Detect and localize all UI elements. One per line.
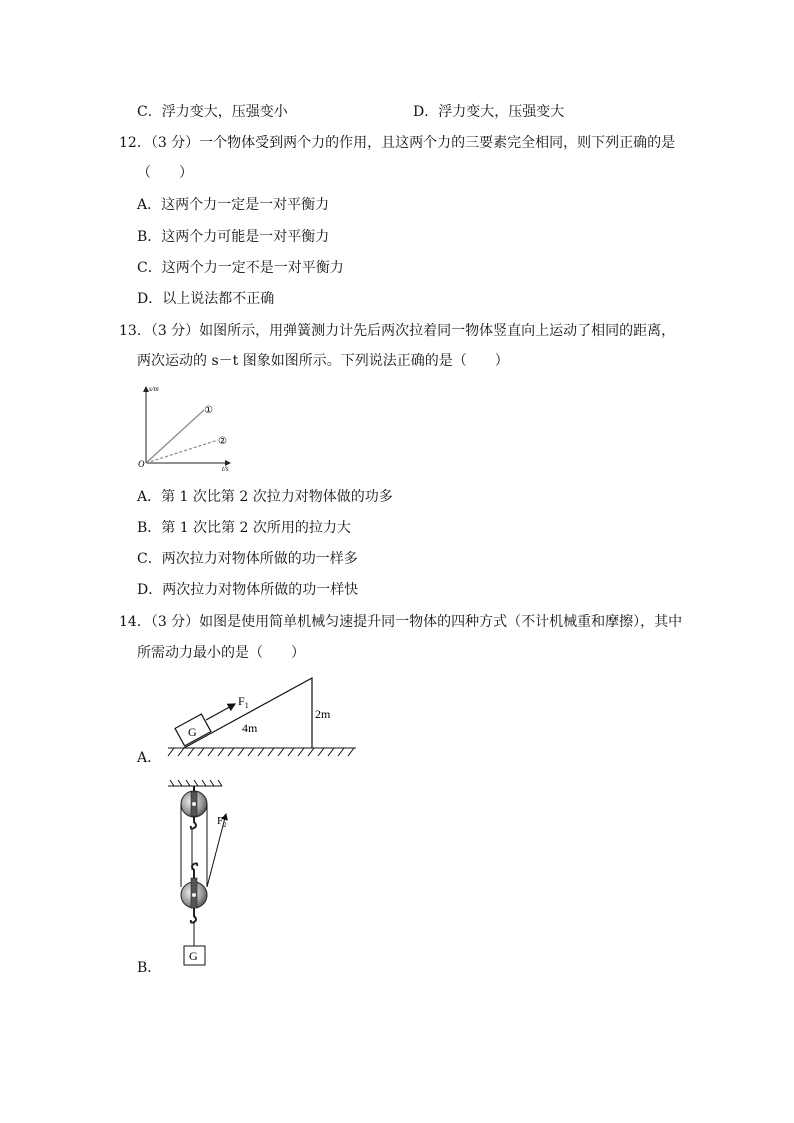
fixed-pulley-axle [192,802,196,806]
line-2 [146,440,218,463]
ground-hatching [168,748,356,756]
q13-option-d: D．两次拉力对物体所做的功一样快 [137,582,359,598]
force-f1-arrow [206,704,235,720]
q12-stem-line1: 12．（3 分）一个物体受到两个力的作用，且这两个力的三要素完全相同，则下列正确的是 [119,135,676,151]
x-axis-label: t/s [222,465,229,473]
q13-stem-line2: 两次运动的 s－t 图象如图所示。下列说法正确的是（ ） [137,353,509,369]
q14-stem-line1: 14．（3 分）如图是使用简单机械匀速提升同一物体的四种方式（不计机械重和摩擦），其中 [119,614,683,630]
option-b-label: B． [137,960,162,976]
height-label: 2m [315,707,331,721]
q12-option-d: D．以上说法都不正确 [137,291,275,307]
slope-length-label: 4m [242,721,258,735]
figure-b-pulley-system [160,778,250,970]
block-g-label: G [188,725,197,739]
movable-pulley-hook [192,863,197,878]
st-graph [138,383,238,473]
q12-option-a: A．这两个力一定是一对平衡力 [137,197,330,213]
q12-stem-line2: （ ） [137,165,193,181]
weight-label: G [189,949,198,963]
line-1-label: ① [204,405,213,416]
line-2-label: ② [218,436,227,447]
q12-option-c: C．这两个力一定不是一对平衡力 [137,260,344,276]
incline-triangle [184,678,312,748]
q12-option-b: B．这两个力可能是一对平衡力 [137,229,330,245]
y-axis-label: s/m [149,385,159,393]
force-f1-label: $F_1$ [238,694,249,710]
q11-option-d: D．浮力变大，压强变大 [413,104,565,120]
origin-label: O [138,459,145,469]
q13-option-a: A．第 1 次比第 2 次拉力对物体做的功多 [137,489,393,505]
option-a-label: A． [137,750,162,766]
movable-pulley-bottom-hook [191,908,196,923]
q14-stem-line2: 所需动力最小的是（ ） [137,645,305,661]
fixed-pulley-hook [191,816,196,829]
ceiling [168,780,222,786]
figure-a-inclined-plane [160,672,360,768]
q11-option-c: C．浮力变大，压强变小 [137,104,288,120]
line-1 [146,410,204,463]
movable-pulley-axle [192,893,196,897]
q13-stem-line1: 13．（3 分）如图所示，用弹簧测力计先后两次拉着同一物体竖直向上运动了相同的距离， [119,323,676,339]
q13-option-c: C．两次拉力对物体所做的功一样多 [137,551,358,567]
force-f2-label: $F_2$ [217,815,227,829]
q13-option-b: B．第 1 次比第 2 次所用的拉力大 [137,520,351,536]
